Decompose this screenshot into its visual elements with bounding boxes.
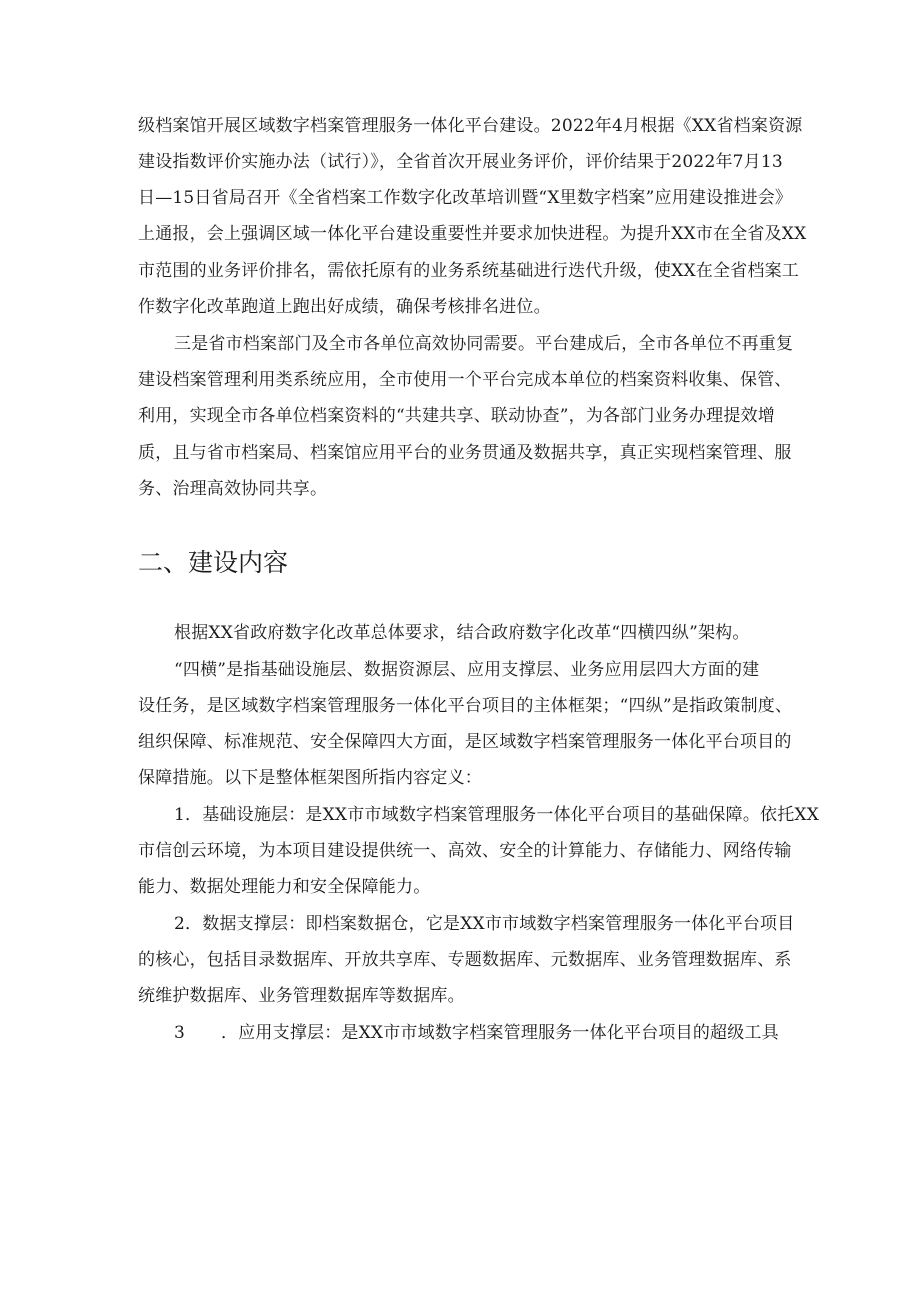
text-line: 上通报，会上强调区域一体化平台建设重要性并要求加快进程。为提升XX市在全省及XX	[138, 224, 807, 244]
text-line: 市信创云环境，为本项目建设提供统一、高效、安全的计算能力、存储能力、网络传输	[138, 841, 792, 861]
list-item-line: 1．基础设施层：是XX市市域数字档案管理服务一体化平台项目的基础保障。依托XX	[174, 805, 820, 825]
list-item-text: ．应用支撑层：是XX市市域数字档案管理服务一体化平台项目的超级工具	[221, 1023, 779, 1043]
list-item-line: 2．数据支撑层：即档案数据仓，它是XX市市域数字档案管理服务一体化平台项目	[174, 914, 795, 934]
text-line: 统维护数据库、业务管理数据库等数据库。	[138, 986, 465, 1006]
text-line: 建设档案管理利用类系统应用，全市使用一个平台完成本单位的档案资料收集、保管、	[138, 370, 792, 390]
text-line: 根据XX省政府数字化改革总体要求，结合政府数字化改革“四横四纵”架构。	[174, 623, 750, 643]
text-line: 能力、数据处理能力和安全保障能力。	[138, 877, 431, 897]
text-line: 级档案馆开展区域数字档案管理服务一体化平台建设。2022年4月根据《XX省档案资源	[138, 116, 803, 136]
text-line: 作数字化改革跑道上跑出好成绩，确保考核排名进位。	[138, 297, 551, 317]
text-line: 建设指数评价实施办法（试行）》，全省首次开展业务评价，评价结果于2022年7月13	[138, 152, 783, 172]
text-line: 三是省市档案部门及全市各单位高效协同需要。平台建成后，全市各单位不再重复	[174, 334, 794, 354]
list-item-number: 3	[174, 1023, 186, 1043]
text-line: 的核心，包括目录数据库、开放共享库、专题数据库、元数据库、业务管理数据库、系	[138, 950, 792, 970]
text-line: 务、治理高效协同共享。	[138, 479, 328, 499]
text-line: “四横”是指基础设施层、数据资源层、应用支撑层、业务应用层四大方面的建	[174, 660, 760, 680]
text-line: 设任务，是区域数字档案管理服务一体化平台项目的主体框架；“四纵”是指政策制度、	[138, 696, 793, 716]
text-line: 组织保障、标准规范、安全保障四大方面，是区域数字档案管理服务一体化平台项目的	[138, 732, 792, 752]
list-item-line	[174, 1022, 779, 1044]
section-heading: 二、建设内容	[138, 548, 289, 577]
text-line: 市范围的业务评价排名，需依托原有的业务系统基础进行迭代升级，使XX在全省档案工	[138, 261, 800, 281]
text-line: 质，且与省市档案局、档案馆应用平台的业务贯通及数据共享，真正实现档案管理、服	[138, 443, 792, 463]
text-line: 保障措施。以下是整体框架图所指内容定义：	[138, 768, 482, 788]
text-line: 日—15日省局召开《全省档案工作数字化改革培训暨“X里数字档案”应用建设推进会》	[138, 188, 793, 208]
text-line: 利用，实现全市各单位档案资料的“共建共享、联动协查”，为各部门业务办理提效增	[138, 406, 775, 426]
